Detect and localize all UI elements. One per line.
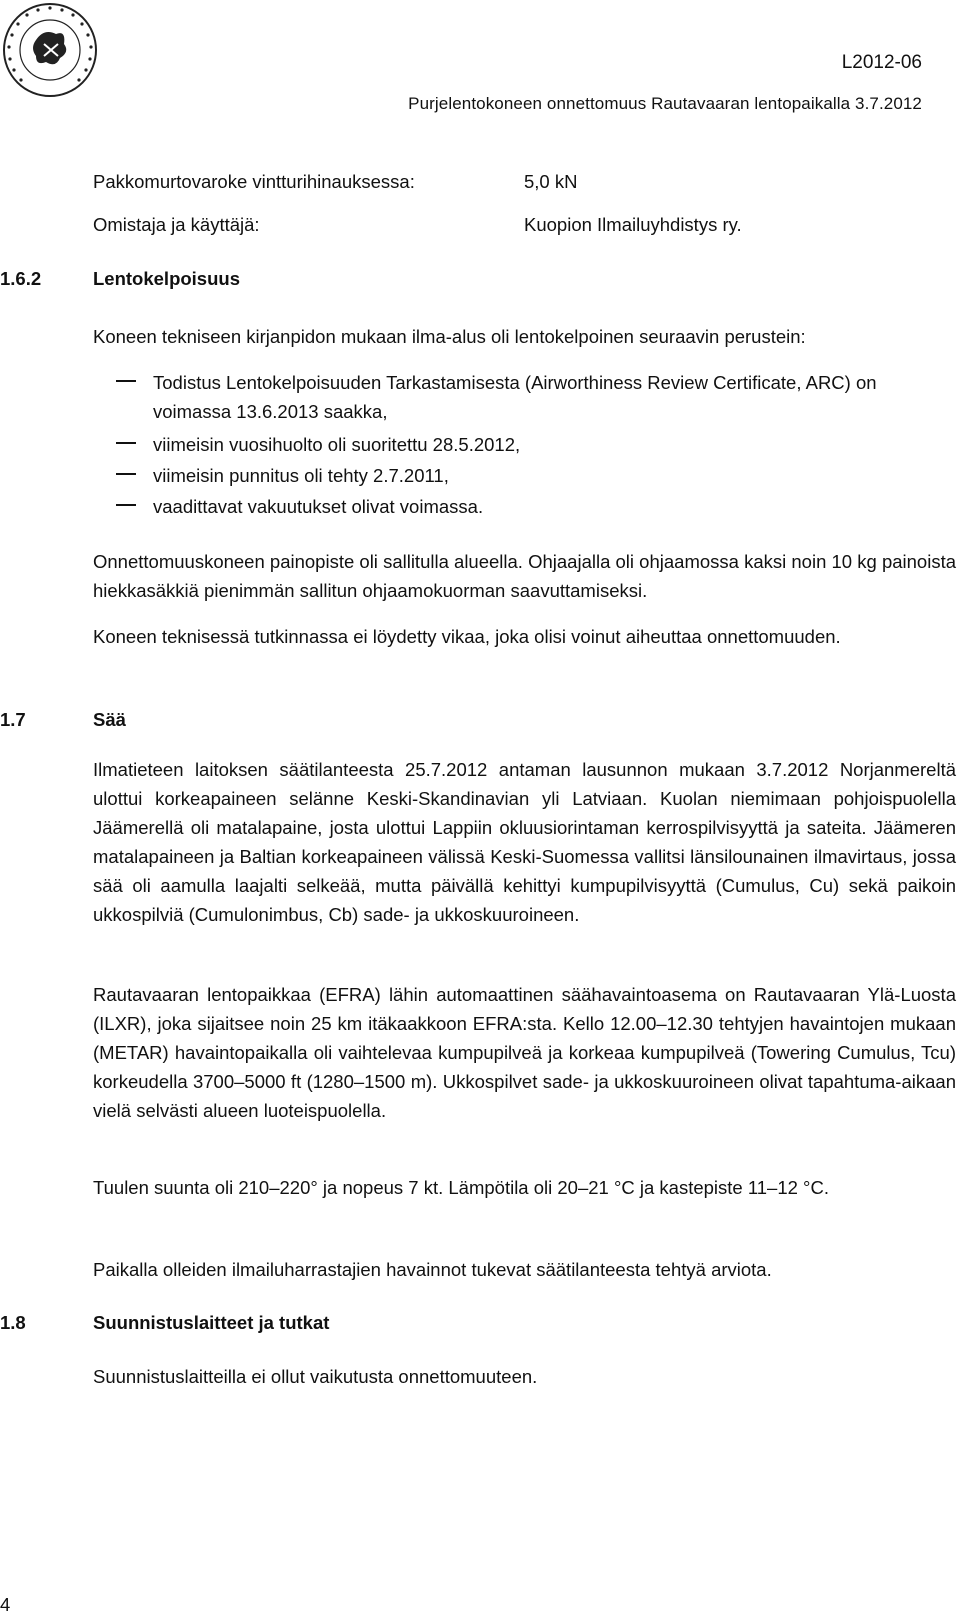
page-number: 4 xyxy=(0,1594,11,1615)
list-item: vaadittavat vakuutukset olivat voimassa. xyxy=(93,492,956,521)
document-id: L2012-06 xyxy=(841,52,922,73)
dash-bullet-icon xyxy=(116,473,136,475)
paragraph: Rautavaaran lentopaikkaa (EFRA) lähin automaattinen säähavaintoasema on Rautavaaran Ylä-Luosta (ILXR), joka sijaitsee noin 25 km itäkaakkoon EFRA:sta. Kello 12.00–12.30 tehtyjen havaintojen mukaan (METAR) havaintopaikalla oli vaihtelevaa kumpupilveä ja korkeaa kumpupilveä (Towering Cumulus, Tcu) korkeudella 3700–5000 ft (1280–1500 m). Ukkospilvet sade- ja ukkoskuuroineen olivat tapahtuma-aikaan vielä selvästi alueen luoteispuolella. xyxy=(93,984,956,1121)
section-title: Suunnistuslaitteet ja tutkat xyxy=(93,1312,330,1333)
spec-label: Pakkomurtovaroke vintturihinauksessa: xyxy=(93,171,415,192)
paragraph: Tuulen suunta oli 210–220° ja nopeus 7 kt. Lämpötila oli 20–21 °C ja kastepiste 11–12 °C. xyxy=(93,1177,829,1198)
paragraph: Koneen tekniseen kirjanpidon mukaan ilma-alus oli lentokelpoinen seuraavin perustein: xyxy=(93,326,806,347)
section-number: 1.8 xyxy=(0,1312,26,1333)
paragraph: Koneen teknisessä tutkinnassa ei löydetty vikaa, joka olisi voinut aiheuttaa onnettomuuden. xyxy=(93,626,841,647)
paragraph: Paikalla olleiden ilmailuharrastajien havainnot tukevat säätilanteesta tehtyä arviota. xyxy=(93,1259,772,1280)
spec-label: Omistaja ja käyttäjä: xyxy=(93,214,260,235)
dash-bullet-icon xyxy=(116,504,136,506)
section-number: 1.7 xyxy=(0,709,26,730)
dash-bullet-icon xyxy=(116,442,136,444)
dash-bullet-icon xyxy=(116,380,136,382)
accident-investigation-board-seal-icon xyxy=(0,0,100,100)
section-title: Lentokelpoisuus xyxy=(93,268,240,289)
list-item: viimeisin vuosihuolto oli suoritettu 28.5.2012, xyxy=(93,430,956,459)
paragraph: Ilmatieteen laitoksen säätilanteesta 25.7.2012 antaman lausunnon mukaan 3.7.2012 Norjanmereltä ulottui korkeapaineen selänne Keski-Skandinavian yli Latviaan. Kuolan niemimaan pohjoispuolella Jäämerellä oli matalapaine, josta ulottui Lappiin okluusiorintaman kerrospilvisyyttä ja sateita. Jäämeren matalapaineen ja Baltian korkeapaineen välissä Keski-Suomessa vallitsi länsilounainen ilmavirtaus, jossa sää oli aamulla laajalti selkeää, mutta päivällä kehittyi kumpupilvisyyttä (Cumulus, Cu) sekä paikoin ukkospilviä (Cumulonimbus, Cb) sade- ja ukkoskuuroineen. xyxy=(93,759,956,925)
spec-value: 5,0 kN xyxy=(524,171,578,192)
list-item: Todistus Lentokelpoisuuden Tarkastamisesta (Airworthiness Review Certificate, ARC) on voimassa 13.6.2013 saakka, xyxy=(93,368,956,428)
airworthiness-list xyxy=(93,368,956,521)
section-number: 1.6.2 xyxy=(0,268,42,289)
spec-value: Kuopion Ilmailuyhdistys ry. xyxy=(524,214,742,235)
list-item: viimeisin punnitus oli tehty 2.7.2011, xyxy=(93,461,956,490)
paragraph: Suunnistuslaitteilla ei ollut vaikutusta onnettomuuteen. xyxy=(93,1366,538,1387)
document-title: Purjelentokoneen onnettomuus Rautavaaran lentopaikalla 3.7.2012 xyxy=(408,94,922,113)
section-title: Sää xyxy=(93,709,126,730)
paragraph: Onnettomuuskoneen painopiste oli sallitulla alueella. Ohjaajalla oli ohjaamossa kaksi noin 10 kg painoista hiekkasäkkiä pienimmän sallitun ohjaamokuorman saavuttamiseksi. xyxy=(93,551,956,601)
